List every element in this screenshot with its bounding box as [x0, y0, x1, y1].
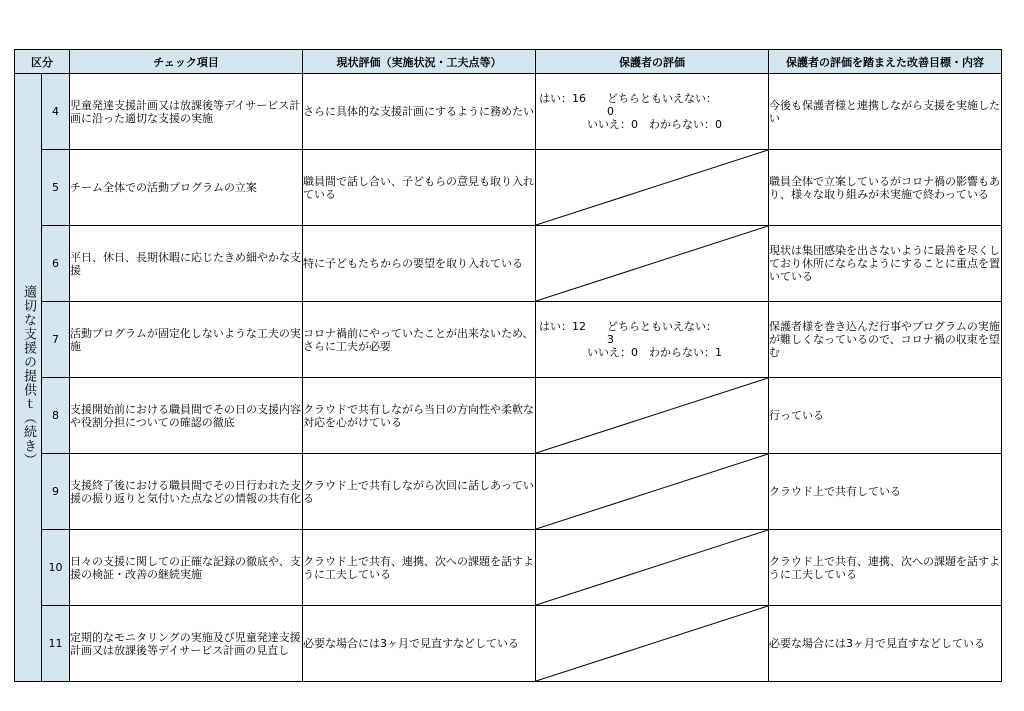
- table-row: [15, 74, 1002, 150]
- table-row: [15, 606, 1002, 682]
- improvement-goal: 行っている: [769, 378, 1002, 454]
- improvement-goal: 保護者様を巻き込んだ行事やプログラムの実施が難しくなっているので、コロナ禍の収束を望む: [769, 302, 1002, 378]
- diagonal-slash: [536, 378, 768, 453]
- header-row: [15, 50, 1002, 74]
- current-evaluation: コロナ禍前にやっていたことが出来ないため、さらに工夫が必要: [303, 302, 536, 378]
- improvement-goal: 職員全体で立案しているがコロナ禍の影響もあり、様々な取り組みが未実施で終わっている: [769, 150, 1002, 226]
- table-row: [15, 378, 1002, 454]
- item-number: 6: [42, 226, 70, 302]
- eval-yes: はい：12: [539, 320, 586, 333]
- guardian-evaluation-empty: [536, 606, 769, 682]
- current-evaluation: クラウド上で共有しながら次回に話しあっている: [303, 454, 536, 530]
- header-current-eval: 現状評価（実施状況・工夫点等）: [303, 50, 536, 74]
- table-row: [15, 454, 1002, 530]
- diagonal-slash: [536, 150, 768, 225]
- guardian-evaluation-empty: [536, 226, 769, 302]
- eval-no: いいえ：0: [587, 346, 638, 359]
- item-number: 8: [42, 378, 70, 454]
- current-evaluation: クラウド上で共有、連携、次への課題を話すように工夫している: [303, 530, 536, 606]
- current-evaluation: 必要な場合には3ヶ月で見直すなどしている: [303, 606, 536, 682]
- item-number: 5: [42, 150, 70, 226]
- evaluation-table: [14, 49, 1002, 682]
- diagonal-slash: [536, 606, 768, 681]
- item-number: 9: [42, 454, 70, 530]
- item-number: 11: [42, 606, 70, 682]
- improvement-goal: 現状は集団感染を出さないように最善を尽くしており休所にならなようにすることに重点を置いている: [769, 226, 1002, 302]
- check-item: 支援開始前における職員間でその日の支援内容や役割分担についての確認の徹底: [70, 378, 303, 454]
- diagonal-slash: [536, 454, 768, 529]
- improvement-goal: クラウド上で共有、連携、次への課題を話すように工夫している: [769, 530, 1002, 606]
- current-evaluation: クラウドで共有しながら当日の方向性や柔軟な対応を心がけている: [303, 378, 536, 454]
- eval-unknown: わからない：0: [649, 118, 722, 131]
- header-guardian-eval: 保護者の評価: [536, 50, 769, 74]
- guardian-evaluation-empty: [536, 454, 769, 530]
- current-evaluation: さらに具体的な支援計画にするように務めたい: [303, 74, 536, 150]
- item-number: 4: [42, 74, 70, 150]
- improvement-goal: 今後も保護者様と連携しながら支援を実施したい: [769, 74, 1002, 150]
- improvement-goal: 必要な場合には3ヶ月で見直すなどしている: [769, 606, 1002, 682]
- diagonal-slash: [536, 530, 768, 605]
- header-section: 区分: [15, 50, 70, 74]
- table-row: [15, 150, 1002, 226]
- header-improvement: 保護者の評価を踏まえた改善目標・内容: [769, 50, 1002, 74]
- guardian-evaluation: [536, 302, 769, 378]
- guardian-evaluation: [536, 74, 769, 150]
- check-item: 活動プログラムが固定化しないような工夫の実施: [70, 302, 303, 378]
- guardian-evaluation-empty: [536, 378, 769, 454]
- current-evaluation: 特に子どもたちからの要望を取り入れている: [303, 226, 536, 302]
- item-number: 10: [42, 530, 70, 606]
- guardian-evaluation-empty: [536, 530, 769, 606]
- item-number: 7: [42, 302, 70, 378]
- check-item: チーム全体での活動プログラムの立案: [70, 150, 303, 226]
- table-row: [15, 530, 1002, 606]
- eval-unknown: わからない：1: [649, 346, 722, 359]
- current-evaluation: 職員間で話し合い、子どもらの意見も取り入れている: [303, 150, 536, 226]
- check-item: 平日、休日、長期休暇に応じたきめ細やかな支援: [70, 226, 303, 302]
- eval-neutral: どちらともいえない：0: [607, 92, 717, 118]
- improvement-goal: クラウド上で共有している: [769, 454, 1002, 530]
- eval-no: いいえ：0: [587, 118, 638, 131]
- eval-neutral: どちらともいえない：3: [607, 320, 717, 346]
- table-row: [15, 302, 1002, 378]
- check-item: 児童発達支援計画又は放課後等デイサービス計画に沿った適切な支援の実施: [70, 74, 303, 150]
- check-item: 支援終了後における職員間でその日行われた支援の振り返りと気付いた点などの情報の共有化: [70, 454, 303, 530]
- check-item: 日々の支援に関しての正確な記録の徹底や、支援の検証・改善の継続実施: [70, 530, 303, 606]
- guardian-evaluation-empty: [536, 150, 769, 226]
- section-label: 適切な支援の提供ｔ（続き）: [21, 285, 36, 467]
- table-row: [15, 226, 1002, 302]
- header-check-item: チェック項目: [70, 50, 303, 74]
- diagonal-slash: [536, 226, 768, 301]
- check-item: 定期的なモニタリングの実施及び児童発達支援計画又は放課後等デイサービス計画の見直し: [70, 606, 303, 682]
- eval-yes: はい：16: [539, 92, 586, 105]
- section-cell: [15, 74, 42, 682]
